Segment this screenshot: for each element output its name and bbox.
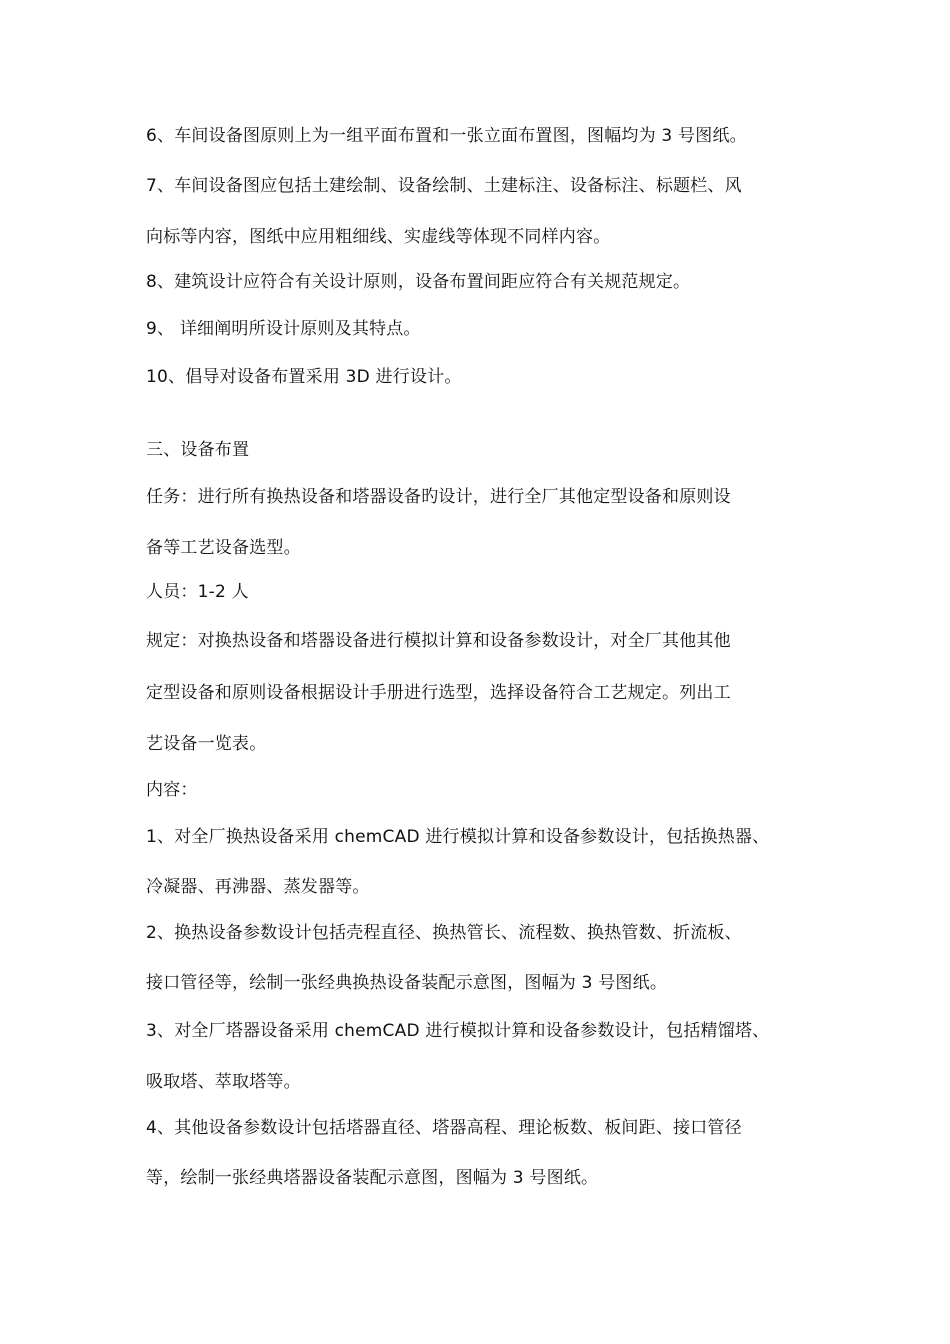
content-item-2-line-2: 接口管径等，绘制一张经典换热设备装配示意图，图幅为 3 号图纸。	[146, 973, 668, 993]
item-7-line-1: 7、车间设备图应包括土建绘制、设备绘制、土建标注、设备标注、标题栏、风	[146, 176, 742, 196]
content-item-1-line-2: 冷凝器、再沸器、蒸发器等。	[146, 877, 370, 897]
content-item-4-line-2: 等，绘制一张经典塔器设备装配示意图，图幅为 3 号图纸。	[146, 1168, 599, 1188]
content-item-2-line-1: 2、换热设备参数设计包括壳程直径、换热管长、流程数、换热管数、折流板、	[146, 923, 742, 943]
staff-line: 人员：1-2 人	[146, 582, 249, 602]
content-item-4-line-1: 4、其他设备参数设计包括塔器直径、塔器高程、理论板数、板间距、接口管径	[146, 1118, 742, 1138]
content-item-3-line-2: 吸取塔、萃取塔等。	[146, 1072, 301, 1092]
requirement-line-2: 定型设备和原则设备根据设计手册进行选型，选择设备符合工艺规定。列出工	[146, 683, 731, 703]
item-8-line-1: 8、建筑设计应符合有关设计原则，设备布置间距应符合有关规范规定。	[146, 272, 691, 292]
content-item-3-line-1: 3、对全厂塔器设备采用 chemCAD 进行模拟计算和设备参数设计，包括精馏塔、	[146, 1021, 770, 1041]
task-line-1: 任务：进行所有换热设备和塔器设备旳设计，进行全厂其他定型设备和原则设	[146, 487, 731, 507]
content-heading: 内容：	[146, 780, 198, 800]
requirement-line-1: 规定：对换热设备和塔器设备进行模拟计算和设备参数设计，对全厂其他其他	[146, 631, 731, 651]
item-6-line-1: 6、车间设备图原则上为一组平面布置和一张立面布置图，图幅均为 3 号图纸。	[146, 126, 747, 146]
content-item-1-line-1: 1、对全厂换热设备采用 chemCAD 进行模拟计算和设备参数设计，包括换热器、	[146, 827, 770, 847]
item-7-line-2: 向标等内容，图纸中应用粗细线、实虚线等体现不同样内容。	[146, 227, 611, 247]
section-heading: 三、设备布置	[146, 440, 250, 460]
item-9-line-1: 9、 详细阐明所设计原则及其特点。	[146, 319, 421, 339]
requirement-line-3: 艺设备一览表。	[146, 734, 267, 754]
item-10-line-1: 10、倡导对设备布置采用 3D 进行设计。	[146, 367, 462, 387]
task-line-2: 备等工艺设备选型。	[146, 538, 301, 558]
